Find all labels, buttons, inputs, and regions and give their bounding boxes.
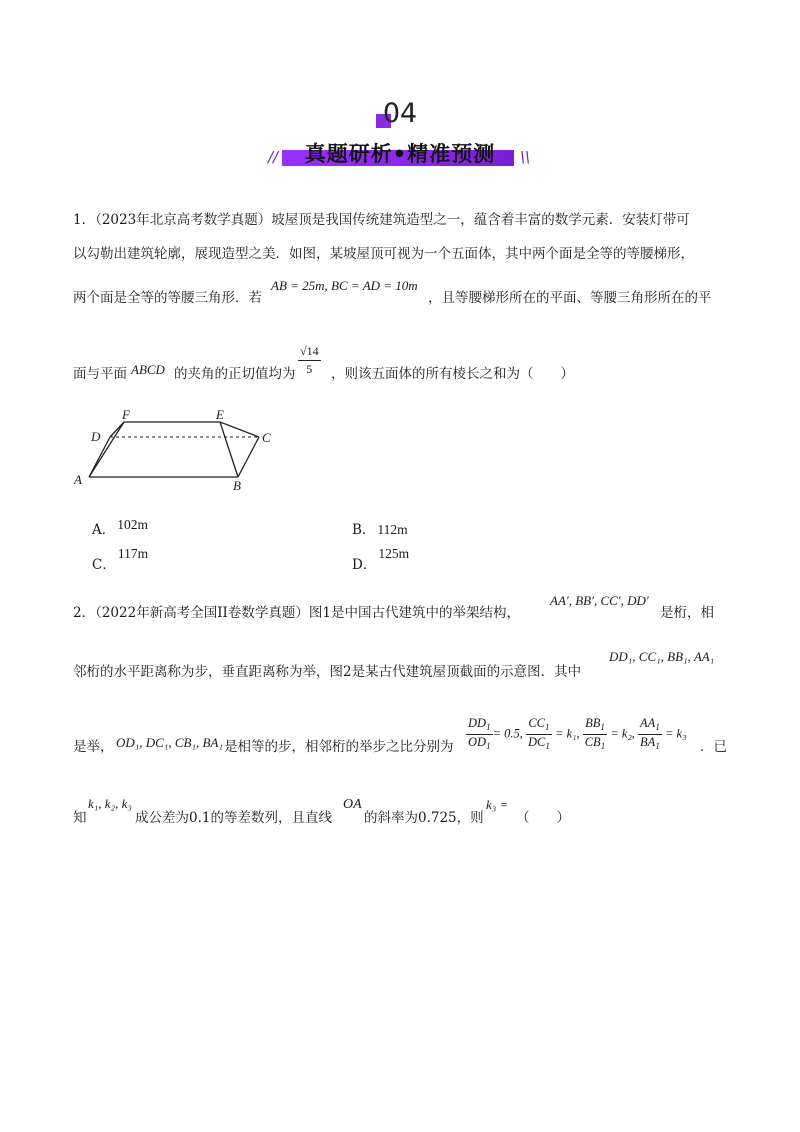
q1-tangent-fraction — [298, 343, 321, 378]
right-slash-decoration: \\ — [520, 148, 531, 166]
q2-line-oa: OA — [343, 797, 362, 812]
label-e: E — [216, 407, 224, 422]
section-title: 真题研析•精准预测 — [304, 142, 496, 166]
q1-tangent-denominator: 5 — [306, 362, 313, 376]
q2-k3: k₃ — [676, 726, 687, 741]
q2-text-line-3a: 是举， — [73, 739, 114, 755]
q2-beams-formula: AA′, BB′, CC′, DD′ — [550, 593, 649, 608]
q2-text-line-1b: 是桁，相 — [660, 605, 714, 621]
q2-ask-k3: k₃ = — [486, 797, 509, 812]
q2-text-line-4d: （ ） — [516, 810, 570, 826]
q2-text-line-3c: ．已 — [700, 739, 727, 755]
q1-condition-formula: AB = 25m, BC = AD = 10m — [271, 278, 418, 293]
edge-df — [110, 422, 124, 437]
section-number: 04 — [382, 98, 418, 129]
option-d-value: 125m — [378, 546, 410, 561]
q1-text-line-4b: 的夹角的正切值均为 — [174, 366, 296, 382]
option-d[interactable] — [352, 546, 410, 573]
edge-bc — [238, 437, 259, 477]
option-c[interactable] — [92, 546, 149, 573]
label-a: A — [74, 472, 82, 487]
left-slash-decoration: // — [268, 148, 279, 166]
option-c-letter: C． — [92, 557, 116, 573]
q2-text-line-4b: 成公差为0.1的等差数列，且直线 — [135, 810, 332, 826]
q2-steps-formula: OD₁, DC₁, CB₁, BA₁ — [116, 735, 223, 750]
option-a-letter: A． — [92, 522, 116, 538]
option-b-letter: B． — [352, 522, 376, 538]
edge-ec — [220, 422, 259, 437]
q2-k1: k₁ — [566, 726, 577, 741]
q1-text-line-3b: ，且等腰梯形所在的平面、等腰三角形所在的平 — [428, 290, 712, 306]
label-b: B — [233, 478, 241, 493]
label-c: C — [262, 430, 271, 445]
q2-k-list: k₁, k₂, k₃ — [88, 796, 132, 811]
option-d-letter: D． — [352, 557, 377, 573]
q2-ratio-formula: $\frac{DD_1}{OD_1}$ = 0.5, $\frac{CC_1}{DC_1}$ = k₁, $\frac{BB_1}{CB_1}$ = k₂, $\frac{AA_1}{BA_1}$ = k₃ — [468, 716, 687, 751]
label-d: D — [91, 429, 101, 444]
option-b-value: 112m — [377, 522, 408, 537]
q2-text-line-2a: 邻桁的水平距离称为步，垂直距离称为举，图2是某古代建筑屋顶截面的示意图．其中 — [73, 664, 582, 680]
q1-text-line-3a: 两个面是全等的等腰三角形．若 — [73, 290, 262, 306]
q1-text-line-4a: 面与平面 — [73, 366, 127, 382]
q2-text-line-4c: 的斜率为0.725，则 — [364, 810, 484, 826]
option-c-value: 117m — [117, 546, 149, 561]
q2-text-line-3b: 是相等的步，相邻桁的举步之比分别为 — [224, 739, 454, 755]
q1-text-line-1: 1．（2023年北京高考数学真题）坡屋顶是我国传统建筑造型之一，蕴含着丰富的数学元素．安装灯带可 — [73, 212, 690, 228]
q2-k2: k₂ — [621, 726, 632, 741]
option-a-value: 102m — [117, 517, 149, 532]
q1-tangent-numerator: √14 — [298, 343, 321, 361]
q2-text-line-1a: 2．（2022年新高考全国II卷数学真题）图1是中国古代建筑中的举架结构， — [73, 605, 520, 621]
label-f: F — [122, 407, 130, 422]
q1-plane-name: ABCD — [131, 362, 165, 377]
option-a[interactable] — [92, 518, 148, 538]
option-b[interactable] — [352, 518, 408, 538]
q2-text-line-4a: 知 — [73, 810, 87, 826]
q1-text-line-4c: ，则该五面体的所有棱长之和为（ ） — [331, 366, 574, 382]
q1-text-line-2: 以勾勒出建筑轮廓，展现造型之美．如图，某坡屋顶可视为一个五面体，其中两个面是全等的等腰梯形， — [73, 246, 694, 262]
q2-lifts-formula: DD₁, CC₁, BB₁, AA₁ — [609, 649, 715, 664]
q1-pentahedron-figure — [70, 402, 280, 494]
q2-ratio-value: = 0.5, — [492, 726, 523, 741]
edge-eb — [220, 422, 238, 477]
